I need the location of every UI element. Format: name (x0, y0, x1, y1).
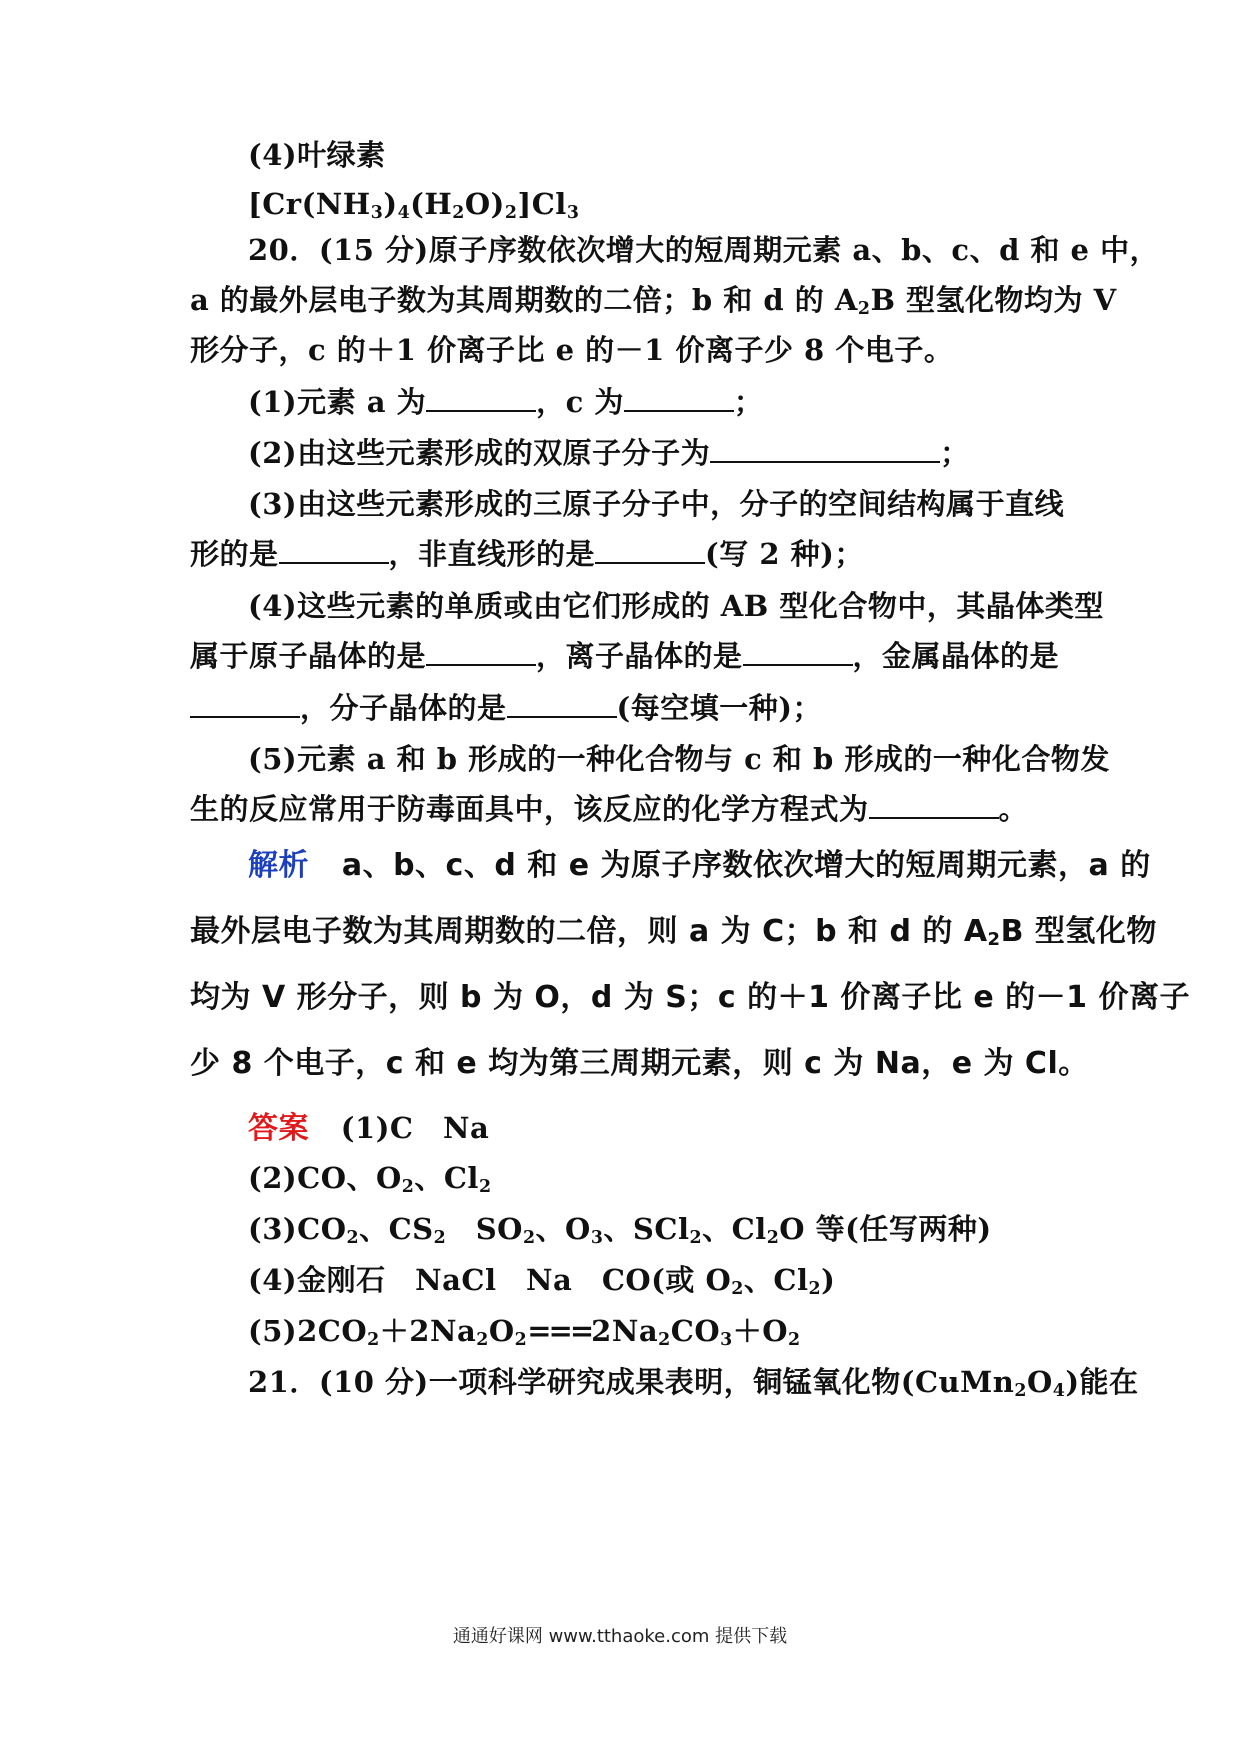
q21-stem-line-1: 21．(10 分)一项科学研究成果表明，铜锰氧化物$(CuMn_2O_4)$能在 (248, 1365, 1139, 1401)
q20-stem-line-1: 20．(15 分)原子序数依次增大的短周期元素 a、b、c、d 和 e 中， (248, 233, 1160, 267)
answer-label: 答案 (248, 1111, 309, 1146)
q20-part-2: (2)由这些元素形成的双原子分子为 ； (248, 436, 970, 470)
q20-part-4-line-2: 属于原子晶体的是 ，离子晶体的是 ，金属晶体的是 (190, 639, 1060, 673)
answer-line-5: $(5)2CO_2+2Na_2O_2===2Na_2CO_3+O_2$ (248, 1314, 801, 1350)
q20-part-3-line-2: 形的是 ，非直线形的是 (写 2 种)； (190, 537, 864, 571)
answer-blank[interactable] (595, 536, 705, 564)
answer-line-1: 答案 (1)C Na (248, 1111, 490, 1146)
answer-blank[interactable] (279, 536, 389, 564)
analysis-line-1: 解析 a、b、c、d 和 e 为原子序数依次增大的短周期元素，a 的 (248, 848, 1151, 883)
analysis-line-2: 最外层电子数为其周期数的二倍，则 a 为 C；b 和 d 的 $A_2B$ 型氢化物 (190, 914, 1157, 950)
analysis-label: 解析 (248, 848, 309, 883)
answer-blank[interactable] (624, 384, 734, 412)
answer-blank[interactable] (426, 638, 536, 666)
answer-blank[interactable] (869, 791, 999, 819)
answer-line-3: $(3)CO_2$、$CS_2$ $SO_2$、$O_3$、SCl$_2$、$Cl_2O$ 等(任写两种) (248, 1212, 992, 1248)
q20-part-4-line-1: (4)这些元素的单质或由它们形成的 AB 型化合物中，其晶体类型 (248, 589, 1104, 623)
answer-blank[interactable] (190, 690, 300, 718)
q19-answer-4: (4)叶绿素 (248, 138, 386, 172)
q20-part-3-line-1: (3)由这些元素形成的三原子分子中，分子的空间结构属于直线 (248, 487, 1065, 521)
q20-stem-line-3: 形分子，c 的＋1 价离子比 e 的－1 价离子少 8 个电子。 (190, 333, 954, 367)
answer-blank[interactable] (507, 690, 617, 718)
answer-blank[interactable] (743, 638, 853, 666)
answer-blank[interactable] (710, 435, 940, 463)
analysis-line-3: 均为 V 形分子，则 b 为 O，d 为 S；c 的＋1 价离子比 e 的－1 价离子 (190, 980, 1190, 1015)
analysis-line-4: 少 8 个电子，c 和 e 均为第三周期元素，则 c 为 Na，e 为 Cl。 (190, 1046, 1089, 1081)
q20-part-4-line-3: ，分子晶体的是 (每空填一种)； (190, 690, 822, 726)
q20-stem-line-2: a 的最外层电子数为其周期数的二倍；b 和 d 的 $A_2B$ 型氢化物均为 V (190, 283, 1117, 319)
reaction-equals: === (527, 1314, 592, 1348)
answer-line-4: (4)金刚石 NaCl Na CO(或 $O_2$、$Cl_2$) (248, 1263, 836, 1299)
answer-blank[interactable] (426, 384, 536, 412)
q19-complex-formula: $[Cr(NH_3)_4(H_2O)_2]Cl_3$ (248, 187, 580, 223)
answer-line-2: (2)CO、$O_2$、$Cl_2$ (248, 1161, 492, 1197)
q20-part-5-line-1: (5)元素 a 和 b 形成的一种化合物与 c 和 b 形成的一种化合物发 (248, 742, 1110, 776)
q20-part-5-line-2: 生的反应常用于防毒面具中，该反应的化学方程式为 。 (190, 792, 1029, 826)
q20-part-1: (1)元素 a 为 ，c 为 ； (248, 385, 764, 419)
page-footer: 通通好课网 www.tthaoke.com 提供下载 (452, 1626, 788, 1647)
